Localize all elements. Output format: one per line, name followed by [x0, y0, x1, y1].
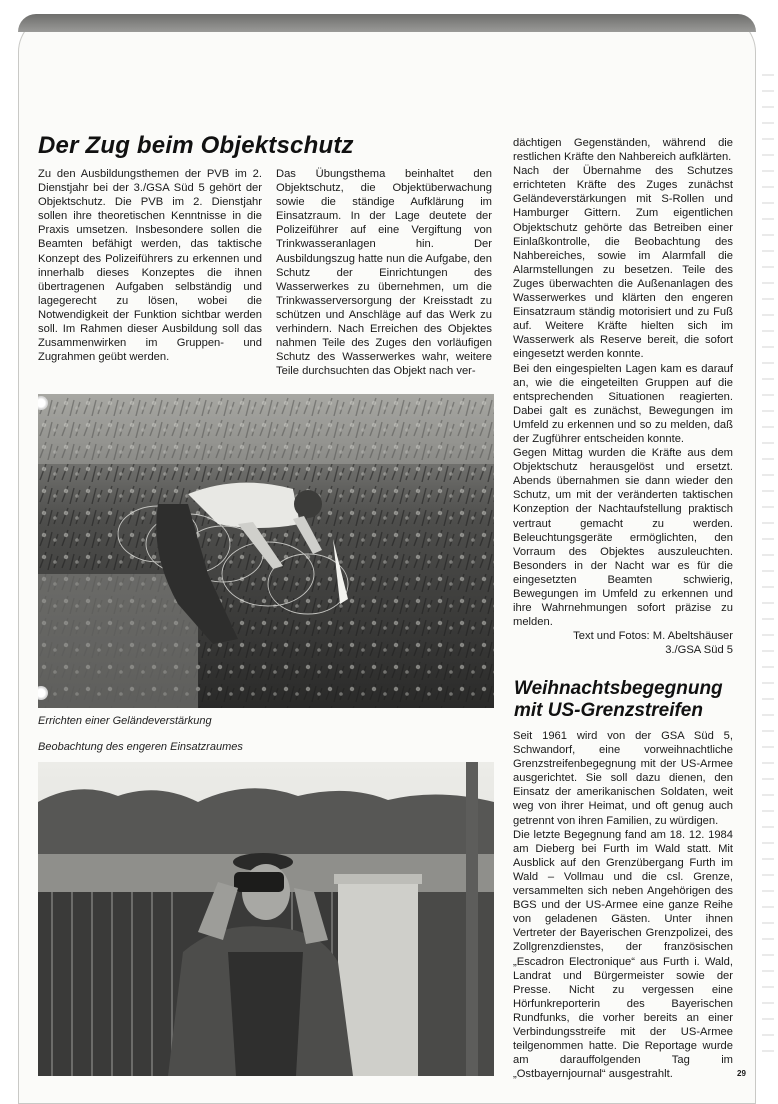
photo-wire-obstacle-image: [38, 394, 494, 708]
article-paragraph: Nach der Übernahme des Schutzes errichteten Kräfte des Zuges zunächst Geländeverstärkungen mit S-Rollen und Hamburger Gittern. Zum eigentlichen Objektschutz gehörte das Betreiben einer Einlaßkontrolle, die Beobachtung des Nahbereiches, sowie im Alarmfall die Alarmstellungen zu besetzen. Teile des Zuges überwachten die Außenanlagen des Wasserwerkes und klärten den engeren Einsatzraum ständig motorisiert und zu Fuß auf. Weitere Kräfte hielten sich im Wasserwerk als Reserve bereit, die sofort eingesetzt werden konnte.: [513, 165, 733, 361]
article-column-2: [276, 167, 492, 378]
sidebar-title-line: Weihnachtsbegegnung: [514, 678, 723, 699]
article-column-3: [513, 136, 733, 657]
sidebar-article: [513, 729, 733, 1081]
article-column-1: [38, 167, 262, 364]
article-title: Der Zug beim Objektschutz: [38, 132, 354, 159]
photo-binocular-observation-image: [38, 762, 494, 1076]
sidebar-title-line: mit US-Grenzstreifen: [514, 700, 703, 721]
credit-unit: 3./GSA Süd 5: [665, 644, 733, 657]
article-paragraph: Bei den eingespielten Lagen kam es darauf an, wie die eingeteilten Gruppen auf die entsprechenden Situationen reagierten. Dabei galt es zunächst, Bewegungen im Umfeld zu erkennen und so zu melden, daß der Zugführer entscheiden konnte.: [513, 362, 733, 445]
top-color-band: [18, 14, 756, 32]
photo-credit: Text und Fotos: M. Abeltshäuser: [573, 630, 733, 643]
photo-caption-1: Errichten einer Geländeverstärkung: [38, 715, 212, 727]
article-paragraph: Gegen Mittag wurden die Kräfte aus dem Objektschutz herausgelöst und ersetzt. Abends übernahmen sie dann wieder den Schutz, um mit der veränderten taktischen Konzeption der Nachtaufstellung praktisch vertraut gemacht zu werden. Beleuchtungsgeräte ermöglichten, den Vorraum des Objektes auszuleuchten. Besonders in der Nacht war es für die eingesetzten Beamten schwierig, Bewegungen im Umfeld zu erkennen und ihre Wahrnehmungen sofort präzise zu melden.: [513, 447, 733, 629]
sidebar-title: [514, 678, 723, 722]
page-number: 29: [737, 1069, 746, 1078]
article-paragraph: Zu den Ausbildungsthemen der PVB im 2. Dienstjahr bei der 3./GSA Süd 5 gehört der Objektschutz. Die PVB im 2. Dienstjahr sollen ihre theoretischen Kenntnisse in die Praxis umsetzen. Insbesondere sollen die Beamten befähigt werden, das taktische Konzept des Polizeiführers zu erkennen und innerhalb dieses Konzeptes die ihnen übertragenen Aufgaben selbständig und lagegerecht zu lösen, wobei die Notwendigkeit der Funktion sichtbar werden soll. Im Rahmen dieser Ausbildung soll das Zusammenwirken im Gruppen- und Zugrahmen geübt werden.: [38, 168, 262, 364]
page-margin-edge: [762, 60, 774, 1060]
article-paragraph: Das Übungsthema beinhaltet den Objektschutz, die Objektüberwachung sowie die ständige Aufklärung im Einsatzraum. In der Lage deutete der Polizeiführer auf eine Vergiftung von Trinkwasseranlagen hin. Der Ausbildungszug hatte nun die Aufgabe, den Schutz der Einrichtungen des Wasserwerkes zu übernehmen, um die Trinkwasserversorgung der Kreisstadt zu schützen und Anschläge auf das Werk zu verhindern. Nach Erreichen des Objektes nahmen Teile des Zuges den vorläufigen Schutz des Wasserwerkes wahr, weitere Teile durchsuchten das Objekt nach ver-: [276, 168, 492, 378]
photo-wire-obstacle: [38, 394, 494, 708]
sidebar-paragraph: Die letzte Begegnung fand am 18. 12. 1984 am Dieberg bei Furth im Wald statt. Mit Ausblick auf den Grenzübergang Furth im Wald – Vollmau und die csl. Grenze, versammelten sich neben Angehörigen des BGS und der US-Armee eine ganze Reihe von geladenen Gästen. Unter ihnen Vertreter der Bayerischen Grenzpolizei, des Zollgrenzdienstes, der französischen „Escadron Electronique“ aus Furth i. Wald, Landrat und Bürgermeister sowie der Presse. Nicht zu vergessen eine Hörfunkreporterin des Bayerischen Rundfunks, die vorher bereits an einer Verbindungsstreife mit der US-Armee teilgenommen hatte. Die Reportage wurde am darauffolgenden Tag im „Ostbayernjournal“ ausgestrahlt.: [513, 828, 733, 1081]
article-paragraph: dächtigen Gegenständen, während die restlichen Kräfte den Nahbereich aufklärten.: [513, 137, 733, 164]
photo-caption-2: Beobachtung des engeren Einsatzraumes: [38, 741, 243, 753]
sidebar-paragraph: Seit 1961 wird von der GSA Süd 5, Schwandorf, eine vorweihnachtliche Grenzstreifenbegegnung mit der US-Armee ausgerichtet. Sie soll dazu dienen, den Einsatz der amerikanischen Soldaten, weit weg von ihrer Heimat, und oft genug auch getrennt von ihren Familien, zu würdigen.: [513, 730, 733, 827]
photo-binocular-observation: [38, 762, 494, 1076]
